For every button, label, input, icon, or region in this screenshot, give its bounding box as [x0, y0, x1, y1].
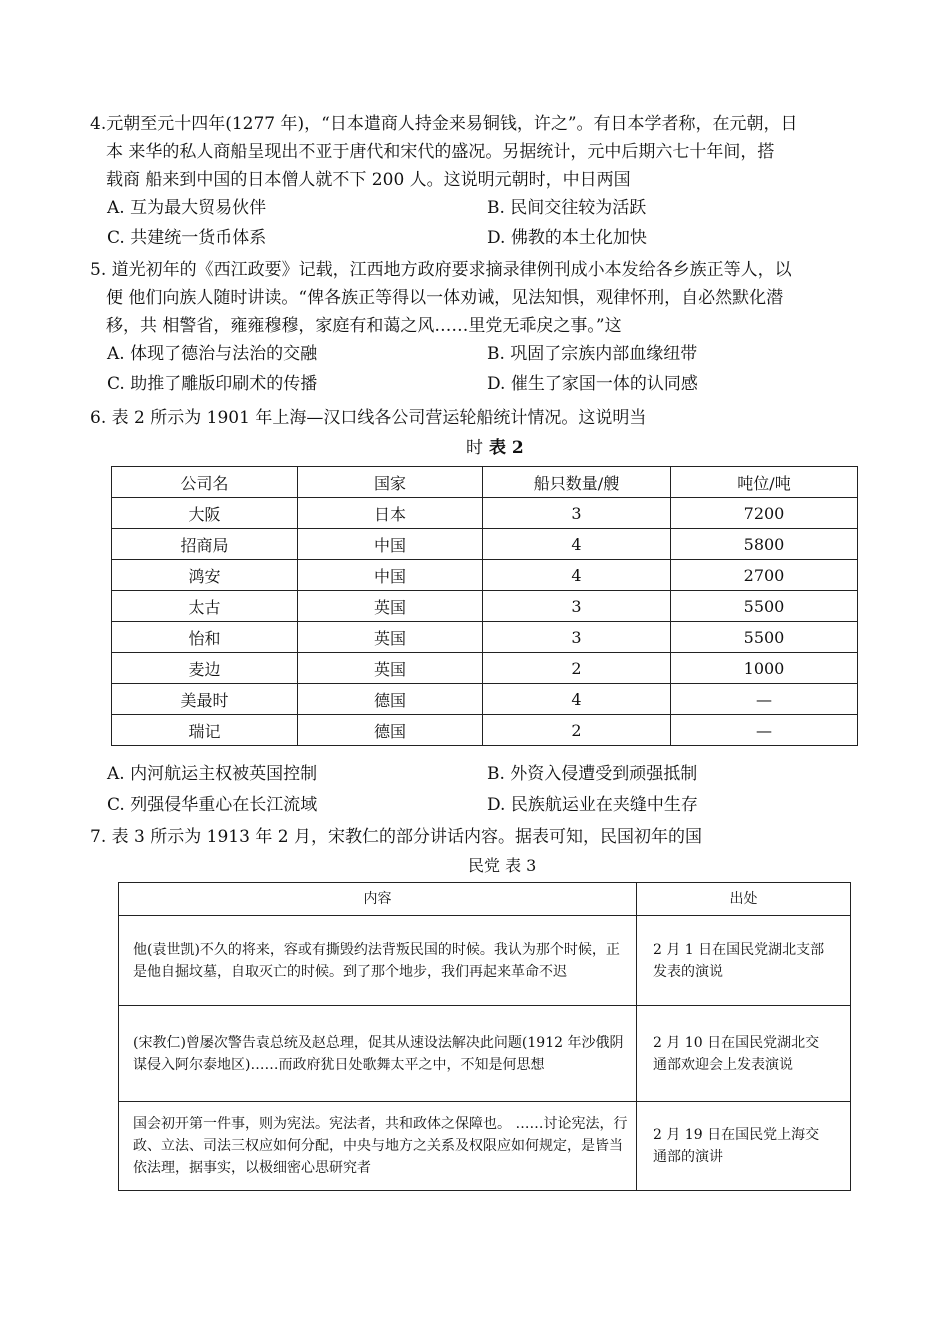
q5-option-c: C. 助推了雕版印刷术的传播: [107, 374, 318, 394]
table-cell: 4: [483, 560, 671, 591]
q4-option-c: C. 共建统一货币体系: [107, 228, 267, 248]
q4-option-a: A. 互为最大贸易伙伴: [107, 198, 267, 218]
table-cell: 鸿安: [112, 560, 298, 591]
table-row: [112, 498, 858, 529]
table-cell: 英国: [298, 591, 483, 622]
table-cell: 3: [483, 591, 671, 622]
table-cell: 麦边: [112, 653, 298, 684]
table-cell: 太古: [112, 591, 298, 622]
table-cell: (宋教仁)曾屡次警告袁总统及赵总理，促其从速设法解决此问题(1912 年沙俄阴谋侵入阿尔泰地区)……而政府犹日处歌舞太平之中，不知是何思想: [119, 1006, 637, 1102]
q4-option-d: D. 佛教的本土化加快: [487, 228, 647, 248]
table-cell: 4: [483, 684, 671, 715]
table-row: [112, 653, 858, 684]
q6-option-c: C. 列强侵华重心在长江流域: [107, 795, 318, 815]
table-row: [112, 622, 858, 653]
q6-option-b: B. 外资入侵遭受到顽强抵制: [487, 764, 698, 784]
table2: [111, 466, 858, 746]
table-cell: 4: [483, 529, 671, 560]
table-row: [112, 684, 858, 715]
table-cell: 瑞记: [112, 715, 298, 746]
table2-header-tonnage: 吨位/吨: [671, 467, 858, 498]
table-cell: 大阪: [112, 498, 298, 529]
q5-stem-line-2: 便 他们向族人随时讲读。“俾各族正等得以一体劝诫，见法知惧，观律怀刑，自必然默化潜: [106, 288, 784, 308]
q6-option-d: D. 民族航运业在夹缝中生存: [487, 795, 698, 815]
table2-caption-prefix: 时: [466, 438, 483, 458]
table-cell: 招商局: [112, 529, 298, 560]
table2-header-country: 国家: [298, 467, 483, 498]
table3-header-content: 内容: [119, 883, 637, 916]
table-row: [112, 529, 858, 560]
q6-stem-line: 6. 表 2 所示为 1901 年上海—汉口线各公司营运轮船统计情况。这说明当: [90, 408, 647, 428]
table-cell: 5500: [671, 622, 858, 653]
table-cell: 2 月 19 日在国民党上海交 通部的演讲: [637, 1102, 851, 1191]
q5-option-b: B. 巩固了宗族内部血缘纽带: [487, 344, 698, 364]
table-cell: 2: [483, 653, 671, 684]
table-cell: 怡和: [112, 622, 298, 653]
table-cell: 国会初开第一件事，则为宪法。宪法者，共和政体之保障也。 ……讨论宪法，行政、立法、司法三权应如何分配，中央与地方之关系及权限应如何规定，是皆当依法理，据事实，以极细密心思研究者: [119, 1102, 637, 1191]
q4-stem-line-3: 载商 船来到中国的日本僧人就不下 200 人。这说明元朝时，中日两国: [106, 170, 631, 190]
table-cell: 中国: [298, 560, 483, 591]
table2-header-row: [112, 467, 858, 498]
table3-header-row: [119, 883, 851, 916]
table-cell: 2 月 10 日在国民党湖北交 通部欢迎会上发表演说: [637, 1006, 851, 1102]
table-cell: 3: [483, 498, 671, 529]
table-cell: —: [671, 684, 858, 715]
table2-header-company: 公司名: [112, 467, 298, 498]
q5-option-a: A. 体现了德治与法治的交融: [107, 344, 318, 364]
table-row: [112, 591, 858, 622]
table3-caption: 民党 表 3: [468, 856, 537, 875]
table-cell: 英国: [298, 653, 483, 684]
table2-caption-title: 表 2: [489, 438, 524, 458]
table2-header-ships: 船只数量/艘: [483, 467, 671, 498]
table-cell: 德国: [298, 715, 483, 746]
q5-option-d: D. 催生了家国一体的认同感: [487, 374, 698, 394]
table-row: [119, 1102, 851, 1191]
table-row: [112, 560, 858, 591]
q4-stem-line-2: 本 来华的私人商船呈现出不亚于唐代和宋代的盛况。另据统计，元中后期六七十年间，搭: [106, 142, 775, 162]
table-cell: 3: [483, 622, 671, 653]
table-cell: 5800: [671, 529, 858, 560]
table3: [118, 882, 851, 1191]
table-cell: 2700: [671, 560, 858, 591]
table-cell: 5500: [671, 591, 858, 622]
q6-option-a: A. 内河航运主权被英国控制: [107, 764, 318, 784]
table-cell: 2: [483, 715, 671, 746]
table-cell: 他(袁世凯)不久的将来，容或有撕毁约法背叛民国的时候。我认为那个时候，正是他自掘坟墓，自取灭亡的时候。到了那个地步，我们再起来革命不迟: [119, 916, 637, 1006]
table-row: [112, 715, 858, 746]
table-cell: 德国: [298, 684, 483, 715]
table-row: [119, 916, 851, 1006]
table-cell: 美最时: [112, 684, 298, 715]
table2-caption: [466, 437, 524, 459]
table-cell: —: [671, 715, 858, 746]
table-cell: 2 月 1 日在国民党湖北支部 发表的演说: [637, 916, 851, 1006]
q4-option-b: B. 民间交往较为活跃: [487, 198, 647, 218]
table-cell: 英国: [298, 622, 483, 653]
q5-stem-line-1: 5. 道光初年的《西江政要》记载，江西地方政府要求摘录律例刊成小本发给各乡族正等人，以: [90, 260, 792, 280]
table-cell: 日本: [298, 498, 483, 529]
table-row: [119, 1006, 851, 1102]
table-cell: 中国: [298, 529, 483, 560]
table-cell: 7200: [671, 498, 858, 529]
table3-header-source: 出处: [637, 883, 851, 916]
q7-stem-line: 7. 表 3 所示为 1913 年 2 月，宋教仁的部分讲话内容。据表可知，民国初年的国: [90, 827, 702, 847]
q4-stem-line-1: 4.元朝至元十四年(1277 年)，“日本遣商人持金来易铜钱，许之”。有日本学者称，在元朝，日: [90, 114, 798, 134]
q5-stem-line-3: 移，共 相警省，雍雍穆穆，家庭有和蔼之风……里党无乖戾之事。”这: [106, 316, 622, 336]
table-cell: 1000: [671, 653, 858, 684]
